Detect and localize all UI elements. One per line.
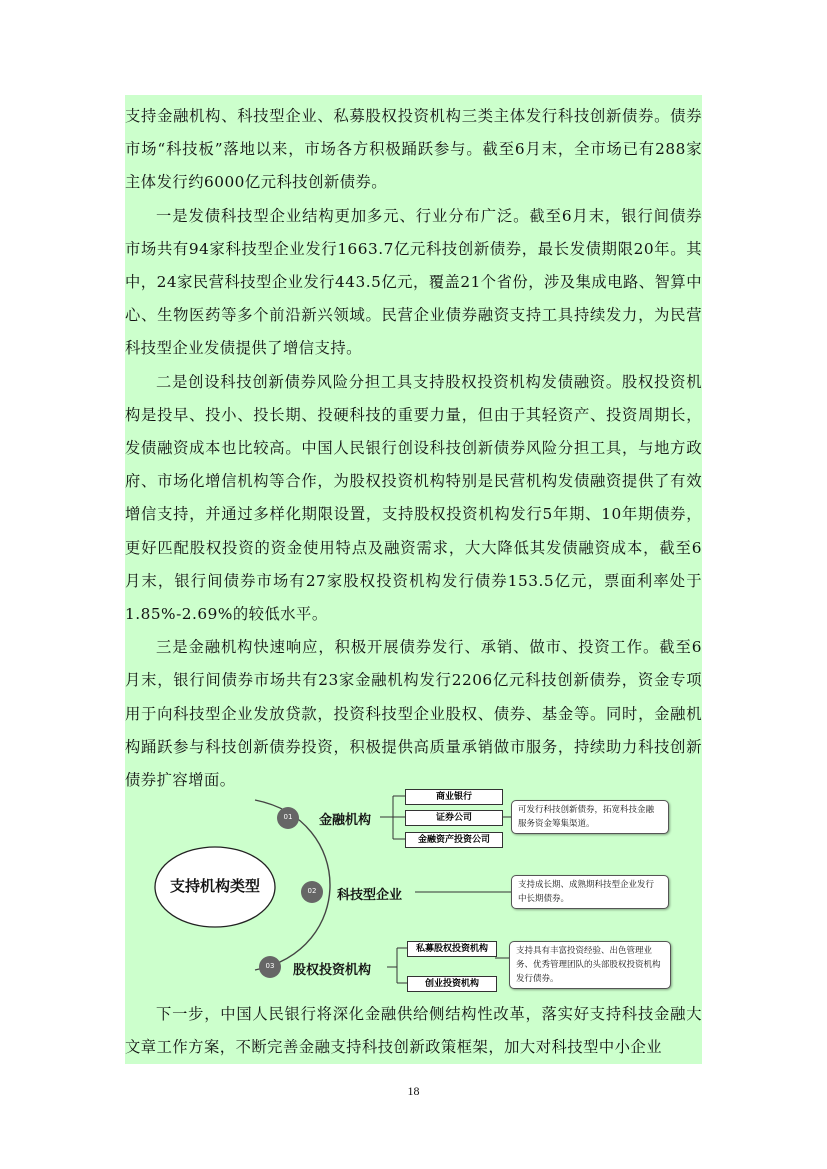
bracket-equity [387, 948, 407, 983]
desc-equity: 支持具有丰富投资经验、出色管理业务、优秀管理团队的头部股权投资机构发行债券。 [509, 941, 671, 989]
paragraph-point-one: 一是发债科技型企业结构更加多元、行业分布广泛。截至6月末，银行间债券市场共有94家科技型企业发行1663.7亿元科技创新债券，最长发债期限20年。其中，24家民营科技型企业发行443.5亿元，覆盖21个省份，涉及集成电路、智算中心、生物医药等多个前沿新兴领域。民营企业债券融资支持工具持续发力，为民营科技型企业发债提供了增信支持。 [125, 206, 702, 358]
paragraph-intro: 支持金融机构、科技型企业、私募股权投资机构三类主体发行科技创新债券。债券市场“科技板”落地以来，市场各方积极踊跃参与。截至6月末，全市场已有288家主体发行约6000亿元科技创新债券。 [125, 107, 702, 192]
category-financial: 金融机构 [319, 813, 372, 828]
num-label-3: 03 [265, 962, 275, 970]
category-equity-investment: 股权投资机构 [293, 963, 372, 978]
desc-financial: 可发行科技创新债券，拓宽科技金融服务资金筹集渠道。 [511, 800, 669, 834]
bracket-financial [380, 796, 405, 839]
num-label-1: 01 [283, 813, 293, 821]
subtype-financial-asset-investment: 金融资产投资公司 [405, 832, 503, 848]
page-number: 18 [407, 1084, 420, 1098]
subtype-securities-company: 证券公司 [405, 810, 503, 826]
center-label: 支持机构类型 [169, 877, 260, 895]
num-label-2: 02 [307, 887, 317, 895]
category-tech-enterprise: 科技型企业 [337, 888, 403, 903]
body-text-continued [125, 998, 702, 1064]
paragraph-point-two: 二是创设科技创新债券风险分担工具支持股权投资机构发债融资。股权投资机构是投早、投小、投长期、投硬科技的重要力量，但由于其轻资产、投资周期长，发债融资成本也比较高。中国人民银行创设科技创新债券风险分担工具，与地方政府、市场化增信机构等合作，为股权投资机构特别是民营机构发债融资提供了有效增信支持，并通过多样化期限设置，支持股权投资机构发行5年期、10年期债券，更好匹配股权投资的资金使用特点及融资需求，大大降低其发债融资成本，截至6月末，银行间债券市场有27家股权投资机构发行债券153.5亿元，票面利率处于1.85%-2.69%的较低水平。 [125, 372, 702, 624]
desc-tech-enterprise: 支持成长期、成熟期科技型企业发行中长期债券。 [511, 875, 669, 909]
subtype-venture-capital: 创业投资机构 [407, 976, 497, 992]
paragraph-point-three: 三是金融机构快速响应，积极开展债券发行、承销、做市、投资工作。截至6月末，银行间债券市场共有23家金融机构发行2206亿元科技创新债券，资金专项用于向科技型企业发放贷款，投资科技型企业股权、债券、基金等。同时，金融机构踊跃参与科技创新债券投资，积极提供高质量承销做市服务，持续助力科技创新债券扩容增面。 [125, 638, 702, 790]
institution-types-diagram [125, 780, 702, 990]
body-text [125, 100, 702, 797]
subtype-commercial-bank: 商业银行 [405, 789, 503, 805]
subtype-private-equity: 私募股权投资机构 [407, 941, 497, 957]
paragraph-next-step: 下一步，中国人民银行将深化金融供给侧结构性改革，落实好支持科技金融大文章工作方案，不断完善金融支持科技创新政策框架，加大对科技型中小企业 [125, 1005, 702, 1057]
